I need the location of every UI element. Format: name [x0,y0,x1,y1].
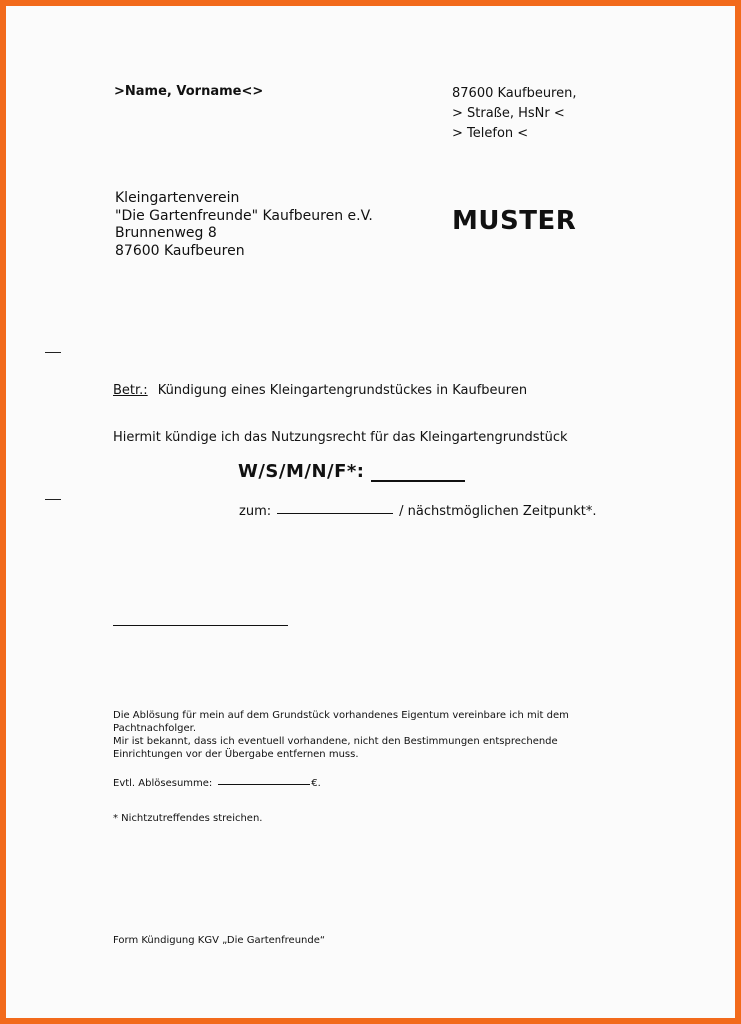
subject-line [113,383,527,398]
sender-street-line: > Straße, HsNr < [452,106,565,121]
date-line [239,502,597,519]
recipient-line-2: "Die Gartenfreunde" Kaufbeuren e.V. [115,207,373,224]
recipient-line-3: Brunnenweg 8 [115,225,217,241]
parcel-blank [371,462,465,482]
date-prefix: zum: [239,504,272,519]
subject-label: Betr.: [113,383,148,398]
intro-sentence: Hiermit kündige ich das Nutzungsrecht für das Kleingartengrundstück [113,430,568,445]
parcel-field-label: W/S/M/N/F*: [238,461,365,482]
form-footer: Form Kündigung KGV „Die Gartenfreunde“ [113,935,326,946]
date-suffix: / nächstmöglichen Zeitpunkt*. [399,504,597,519]
sender-city-line: 87600 Kaufbeuren, [452,86,577,101]
amount-label: Evtl. Ablösesumme: [113,778,213,789]
amount-line [113,775,321,789]
parcel-field-line [238,461,465,482]
date-blank [277,502,393,514]
notice-line-2: Pachtnachfolger. [113,723,197,734]
notice-line-3: Mir ist bekannt, dass ich eventuell vorhandene, nicht den Bestimmungen entsprechende [113,736,558,747]
footnote: * Nichtzutreffendes streichen. [113,813,263,824]
fold-mark-top [45,352,61,353]
fold-mark-bottom [45,499,61,500]
document-page [6,6,735,1018]
sender-name-placeholder: >Name, Vorname<> [114,84,264,99]
muster-stamp: MUSTER [452,206,577,236]
subject-text: Kündigung eines Kleingartengrundstückes in Kaufbeuren [157,383,528,398]
recipient-address-block [115,190,373,260]
sender-phone-line: > Telefon < [452,126,529,141]
amount-blank [218,775,310,785]
signature-line [113,625,288,626]
notice-line-4: Einrichtungen vor der Übergabe entfernen muss. [113,749,359,760]
recipient-line-1: Kleingartenverein [115,190,240,206]
sender-address-block [452,84,576,144]
amount-currency: €. [311,778,321,789]
notice-paragraph [113,709,569,761]
recipient-line-4: 87600 Kaufbeuren [115,242,245,259]
notice-line-1: Die Ablösung für mein auf dem Grundstück vorhandenes Eigentum vereinbare ich mit dem [113,710,569,721]
